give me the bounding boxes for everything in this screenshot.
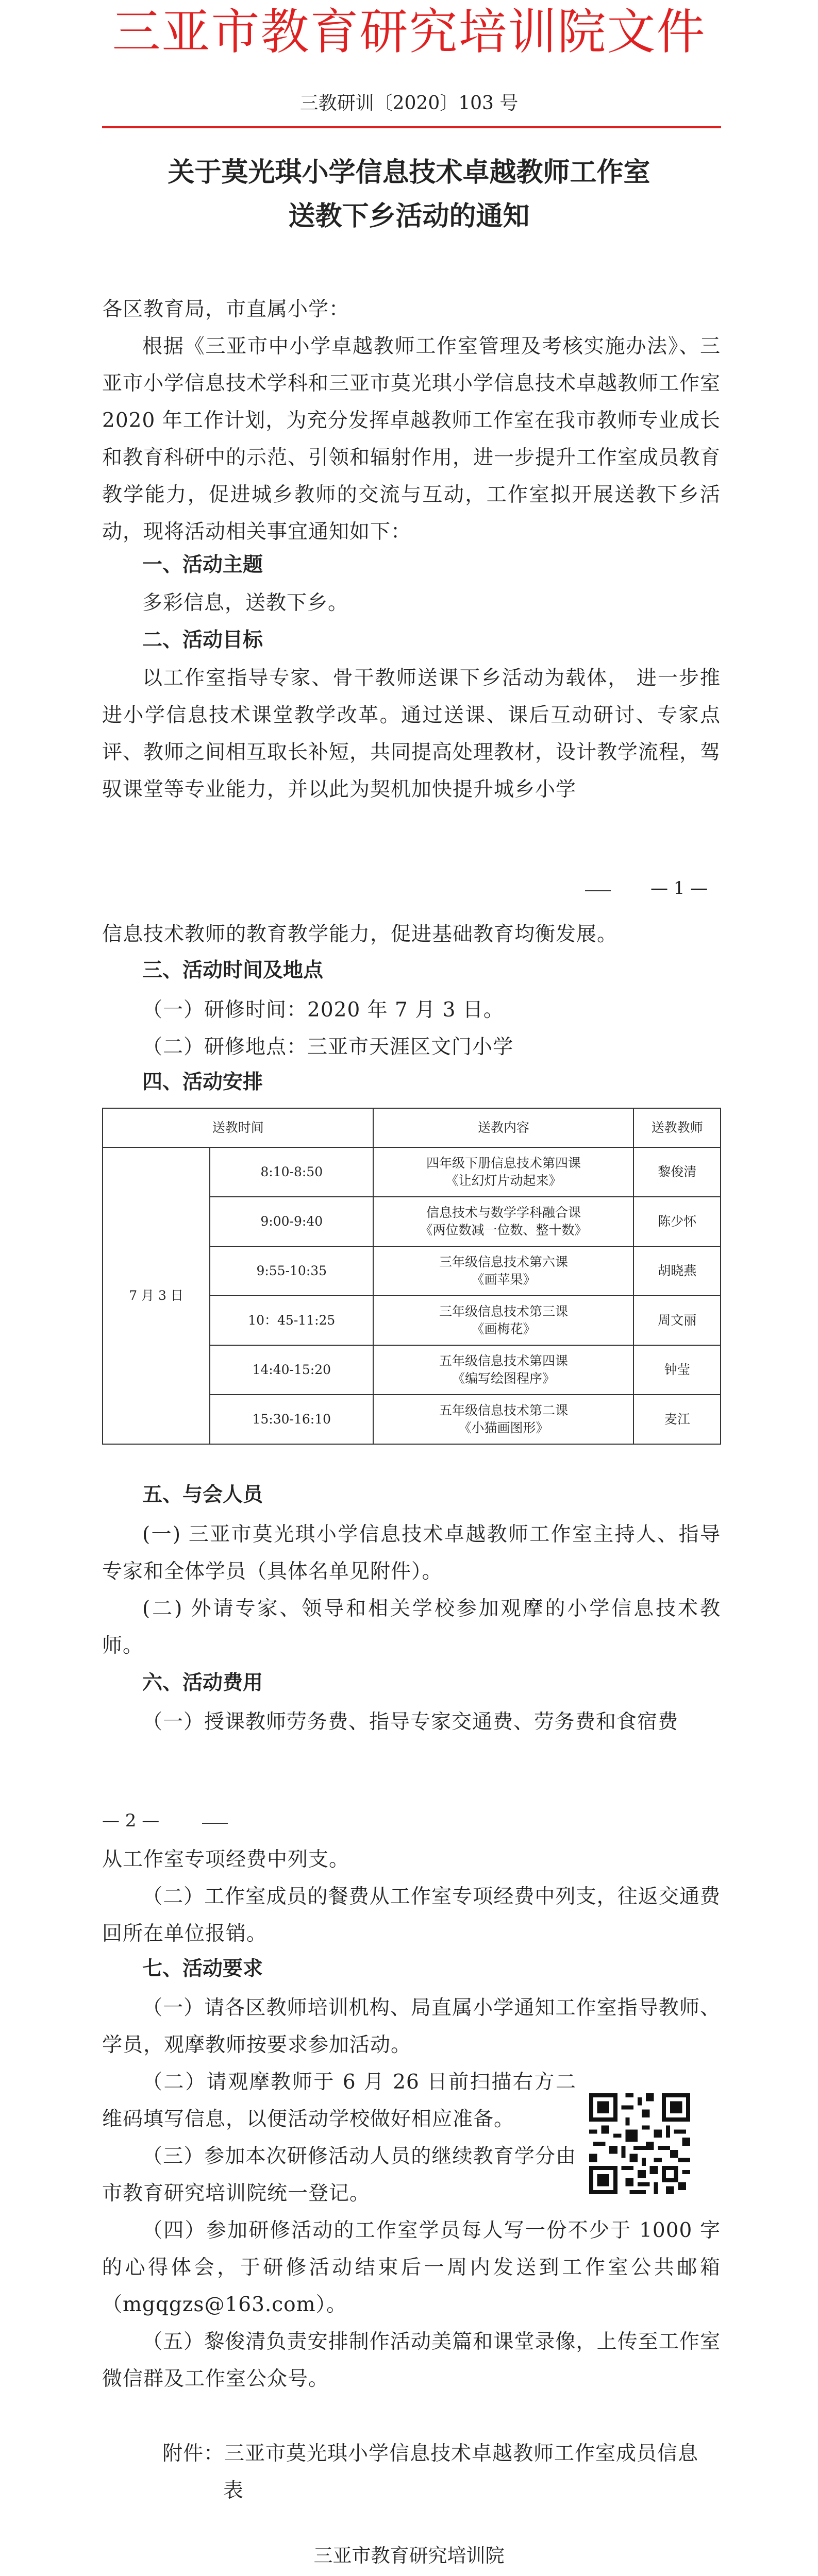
notice-title-line1: 关于莫光琪小学信息技术卓越教师工作室 bbox=[168, 157, 650, 188]
page-number: — 2 — bbox=[102, 1810, 160, 1831]
section-5-p2: (二) 外请专家、领导和相关学校参加观摩的小学信息技术教师。 bbox=[102, 1597, 721, 1657]
section-3-time: （一）研修时间：2020 年 7 月 3 日。 bbox=[142, 998, 504, 1022]
table-header-teacher: 送教教师 bbox=[633, 1108, 721, 1147]
section-5-heading: 五、与会人员 bbox=[142, 1483, 263, 1506]
table-header-content: 送教内容 bbox=[373, 1108, 633, 1147]
page-number: — 1 — bbox=[650, 878, 708, 899]
table-cell-teacher: 胡晓燕 bbox=[633, 1246, 721, 1296]
section-2-text: 以工作室指导专家、骨干教师送课下乡活动为载体， 进一步推进小学信息技术课堂教学改革。通过送课、课后互动研讨、专家点评、教师之间相互取长补短，共同提高处理教材，设计教学流程，驾驭课堂等专业能力，并以此为契机加快提升城乡小学 bbox=[102, 667, 721, 801]
section-5-p1: (一) 三亚市莫光琪小学信息技术卓越教师工作室主持人、指导专家和全体学员（具体名单见附件）。 bbox=[102, 1523, 721, 1583]
table-cell-teacher: 陈少怀 bbox=[633, 1197, 721, 1246]
section-6-p1-continued: 从工作室专项经费中列支。 bbox=[102, 1848, 350, 1871]
section-6-heading: 六、活动费用 bbox=[142, 1671, 263, 1694]
table-cell-time: 9:00-9:40 bbox=[210, 1197, 373, 1246]
section-3-place: （二）研修地点：三亚市天涯区文门小学 bbox=[142, 1036, 514, 1059]
section-1-heading: 一、活动主题 bbox=[142, 553, 263, 577]
notice-title-line2: 送教下乡活动的通知 bbox=[288, 200, 530, 232]
page-1-rule bbox=[585, 890, 611, 891]
table-cell-content: 五年级信息技术第二课 《小猫画图形》 bbox=[373, 1395, 633, 1444]
section-1-text: 多彩信息，送教下乡。 bbox=[142, 591, 349, 615]
intro-paragraph: 根据《三亚市中小学卓越教师工作室管理及考核实施办法》、三亚市小学信息技术学科和三亚市莫光琪小学信息技术卓越教师工作室 2020 年工作计划，为充分发挥卓越教师工作室在我市教师专业成长和教育科研中的示范、引领和辐射作用，进一步提升工作室成员教育教学能力，促进城乡教师的交流与互动，工作室拟开展送教下乡活动，现将活动相关事宜通知如下： bbox=[102, 335, 721, 544]
section-4-heading: 四、活动安排 bbox=[142, 1070, 263, 1094]
attachment-line2: 表 bbox=[223, 2479, 244, 2502]
table-cell-content: 四年级下册信息技术第四课 《让幻灯片动起来》 bbox=[373, 1147, 633, 1197]
org-title: 三亚市教育研究培训院文件 bbox=[112, 4, 706, 60]
doc-number: 三教研训〔2020〕103 号 bbox=[299, 93, 519, 114]
table-cell-time: 8:10-8:50 bbox=[210, 1147, 373, 1197]
qr-code-icon[interactable] bbox=[589, 2093, 690, 2194]
table-cell-content: 三年级信息技术第六课 《画苹果》 bbox=[373, 1246, 633, 1296]
section-7-p5: （五）黎俊清负责安排制作活动美篇和课堂录像，上传至工作室微信群及工作室公众号。 bbox=[102, 2330, 721, 2391]
table-row bbox=[103, 1147, 721, 1197]
table-header-time: 送教时间 bbox=[103, 1108, 373, 1147]
table-cell-time: 14:40-15:20 bbox=[210, 1345, 373, 1395]
table-cell-teacher: 周文丽 bbox=[633, 1296, 721, 1345]
section-3-heading: 三、活动时间及地点 bbox=[142, 958, 324, 982]
red-divider bbox=[102, 126, 721, 128]
section-7-p1: （一）请各区教师培训机构、局直属小学通知工作室指导教师、学员，观摩教师按要求参加活动。 bbox=[102, 1996, 721, 2057]
page-2-rule bbox=[202, 1823, 228, 1824]
section-7-heading: 七、活动要求 bbox=[142, 1957, 263, 1980]
section-6-p1: （一）授课教师劳务费、指导专家交通费、劳务费和食宿费 bbox=[142, 1710, 679, 1734]
table-cell-content: 五年级信息技术第四课 《编写绘图程序》 bbox=[373, 1345, 633, 1395]
table-date-cell: 7 月 3 日 bbox=[103, 1147, 210, 1444]
table-cell-time: 15:30-16:10 bbox=[210, 1395, 373, 1444]
schedule-table bbox=[102, 1108, 721, 1445]
attachment-line1: 附件：三亚市莫光琪小学信息技术卓越教师工作室成员信息 bbox=[162, 2442, 699, 2465]
table-cell-content: 信息技术与数学学科融合课 《两位数减一位数、整十数》 bbox=[373, 1197, 633, 1246]
signature-org: 三亚市教育研究培训院 bbox=[313, 2545, 505, 2567]
table-cell-teacher: 黎俊清 bbox=[633, 1147, 721, 1197]
table-cell-time: 9:55-10:35 bbox=[210, 1246, 373, 1296]
section-7-p3: （三）参加本次研修活动人员的继续教育学分由市教育研究培训院统一登记。 bbox=[102, 2145, 576, 2205]
section-2-heading: 二、活动目标 bbox=[142, 628, 263, 652]
section-7-p2: （二）请观摩教师于 6 月 26 日前扫描右方二维码填写信息，以便活动学校做好相应准备。 bbox=[102, 2071, 576, 2131]
table-cell-teacher: 麦江 bbox=[633, 1395, 721, 1444]
table-cell-teacher: 钟莹 bbox=[633, 1345, 721, 1395]
greeting: 各区教育局，市直属小学： bbox=[102, 298, 350, 321]
table-cell-content: 三年级信息技术第三课 《画梅花》 bbox=[373, 1296, 633, 1345]
section-6-p2: （二）工作室成员的餐费从工作室专项经费中列支，往返交通费回所在单位报销。 bbox=[102, 1885, 721, 1945]
section-7-p4: （四）参加研修活动的工作室学员每人写一份不少于 1000 字的心得体会，于研修活动结束后一周内发送到工作室公共邮箱（mgqgzs@163.com）。 bbox=[102, 2219, 721, 2316]
section-2-text-continued: 信息技术教师的教育教学能力，促进基础教育均衡发展。 bbox=[102, 923, 618, 946]
table-cell-time: 10：45-11:25 bbox=[210, 1296, 373, 1345]
